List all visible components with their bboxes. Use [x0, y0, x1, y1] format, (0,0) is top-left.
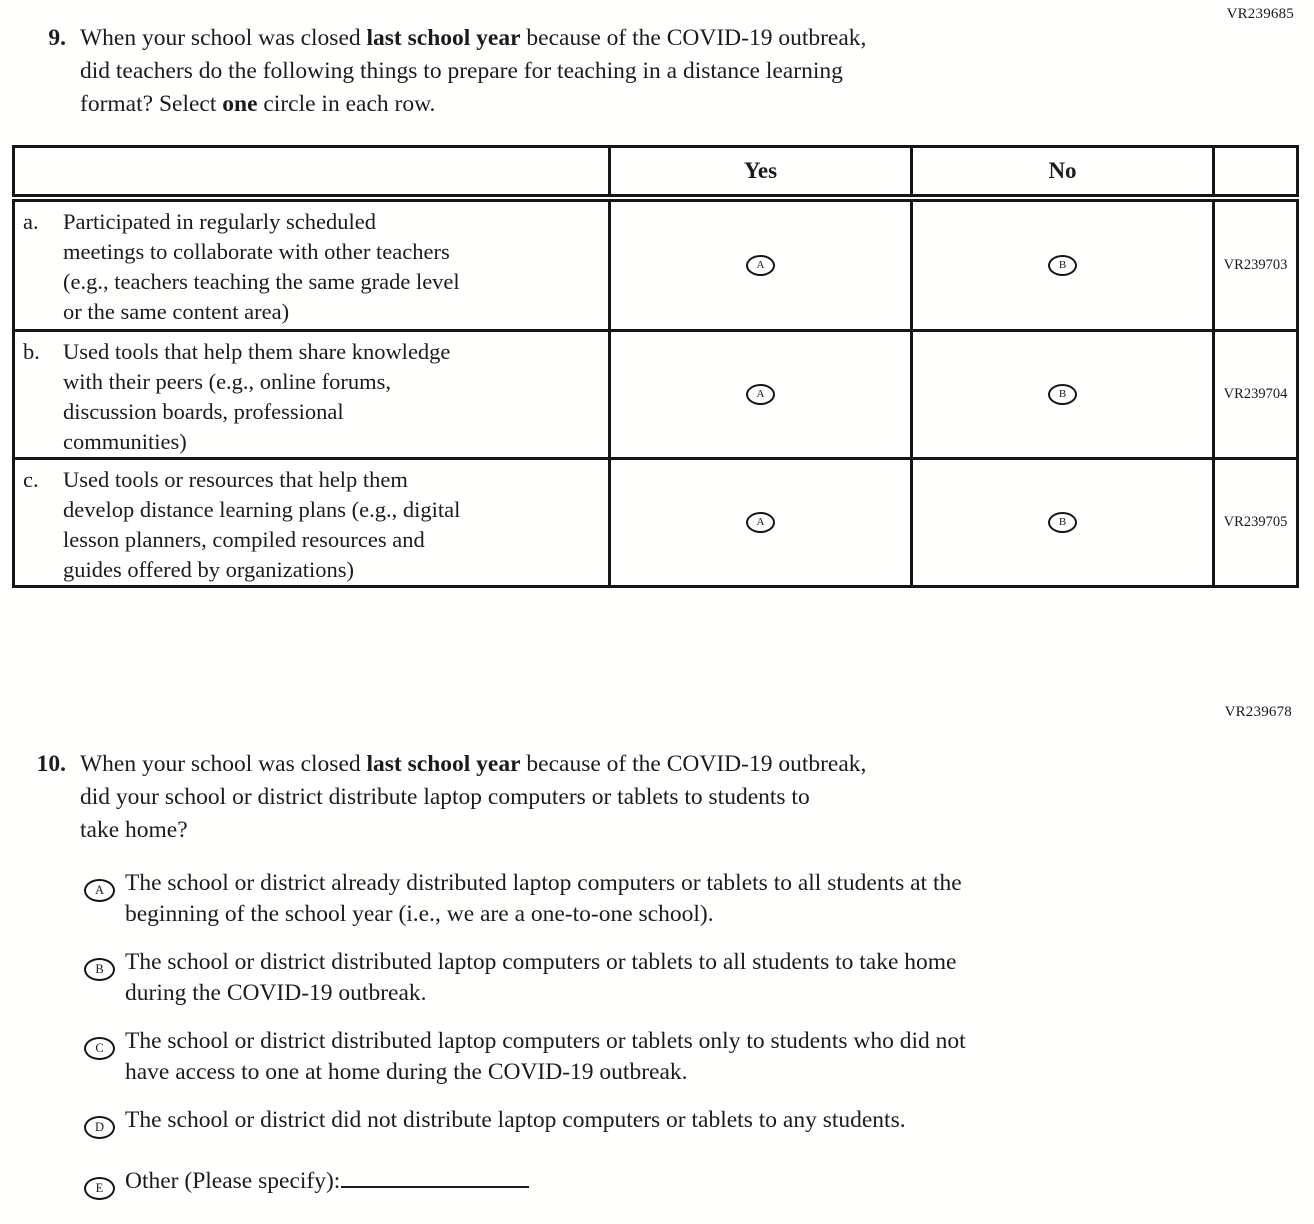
- option-a-text: [125, 868, 962, 930]
- question-9-line1: [80, 22, 866, 55]
- option-b-line: The school or district distributed laptop computers or tablets to all students to take home: [125, 949, 957, 975]
- option-c: [84, 1026, 966, 1088]
- row-c-text-line: lesson planners, compiled resources and: [63, 527, 425, 552]
- row-c-text-line: guides offered by organizations): [63, 557, 354, 582]
- row-c-yes-cell: [610, 459, 912, 587]
- row-b-text: [63, 337, 604, 457]
- table-header-yes: Yes: [610, 147, 912, 199]
- table-row-a: [14, 198, 1298, 331]
- option-d-bubble-col: [84, 1105, 125, 1140]
- option-d: [84, 1105, 966, 1140]
- row-b-text-line: communities): [63, 429, 187, 454]
- row-b-text-line: with their peers (e.g., online forums,: [63, 369, 392, 394]
- row-c-text-line: develop distance learning plans (e.g., digital: [63, 497, 461, 522]
- question-9: [0, 22, 866, 121]
- row-b-text-line: Used tools that help them share knowledge: [63, 339, 451, 364]
- option-a-line: The school or district already distributed laptop computers or tablets to all students at the: [125, 870, 962, 896]
- option-d-bubble[interactable]: D: [84, 1116, 115, 1139]
- question-10: [0, 748, 866, 847]
- row-a-yes-bubble[interactable]: A: [746, 255, 775, 276]
- row-a-text-line: (e.g., teachers teaching the same grade level: [63, 269, 460, 294]
- question-10-options: [84, 868, 966, 1218]
- table-header-row: [14, 147, 1298, 199]
- option-c-line: have access to one at home during the COVID-19 outbreak.: [125, 1059, 688, 1085]
- question-9-line1-pre: When your school was closed: [80, 25, 367, 51]
- row-c-text: [63, 465, 604, 585]
- row-a-statement: [14, 198, 610, 331]
- option-b: [84, 947, 966, 1009]
- question-10-text: [80, 748, 866, 847]
- question-9-line3-post: circle in each row.: [257, 91, 436, 117]
- option-e-bubble[interactable]: E: [84, 1177, 115, 1200]
- question-9-text: [80, 22, 866, 121]
- option-b-line: during the COVID-19 outbreak.: [125, 980, 427, 1006]
- row-a-text: [63, 207, 604, 327]
- question-9-line1-post: because of the COVID-19 outbreak,: [520, 25, 867, 51]
- question-10-line3: take home?: [80, 817, 188, 843]
- row-b-no-cell: [912, 331, 1214, 459]
- row-a-letter: a.: [23, 209, 39, 234]
- question-9-table: [12, 145, 1299, 588]
- row-b-vr-code: VR239704: [1214, 331, 1298, 459]
- question-9-number: 9.: [48, 25, 66, 51]
- row-c-no-cell: [912, 459, 1214, 587]
- row-c-yes-bubble[interactable]: A: [746, 512, 775, 533]
- question-10-line1-post: because of the COVID-19 outbreak,: [520, 751, 867, 777]
- question-9-line3-pre: format? Select: [80, 91, 223, 117]
- row-c-letter: c.: [23, 467, 39, 492]
- table-header-empty: [14, 147, 610, 199]
- table-header-vr-empty: [1214, 147, 1298, 199]
- row-a-text-line: Participated in regularly scheduled: [63, 209, 377, 234]
- vr-code-q9: VR239685: [1226, 6, 1294, 22]
- option-d-line: The school or district did not distribute laptop computers or tablets to any students.: [125, 1107, 906, 1133]
- option-c-line: The school or district distributed laptop computers or tablets only to students who did not: [125, 1028, 966, 1054]
- option-a-bubble[interactable]: A: [84, 879, 115, 902]
- option-b-bubble[interactable]: B: [84, 958, 115, 981]
- question-9-line3-bold: one: [222, 91, 258, 117]
- option-e-label: Other (Please specify):: [125, 1168, 341, 1194]
- option-e: [84, 1166, 966, 1201]
- row-a-no-bubble[interactable]: B: [1048, 255, 1077, 276]
- row-b-statement: [14, 331, 610, 459]
- row-a-text-line: or the same content area): [63, 299, 290, 324]
- option-c-bubble[interactable]: C: [84, 1037, 115, 1060]
- option-c-bubble-col: [84, 1026, 125, 1088]
- other-specify-blank[interactable]: [341, 1181, 529, 1188]
- option-e-line: [125, 1166, 529, 1197]
- row-b-text-line: discussion boards, professional: [63, 399, 344, 424]
- option-a: [84, 868, 966, 930]
- question-10-line1-bold: last school year: [366, 751, 521, 777]
- row-b-letter: b.: [23, 339, 40, 364]
- row-b-yes-cell: [610, 331, 912, 459]
- row-b-yes-bubble[interactable]: A: [746, 384, 775, 405]
- option-c-text: [125, 1026, 966, 1088]
- option-a-line: beginning of the school year (i.e., we are a one-to-one school).: [125, 901, 714, 927]
- row-c-text-line: Used tools or resources that help them: [63, 467, 408, 492]
- row-a-text-line: meetings to collaborate with other teachers: [63, 239, 450, 264]
- question-9-line2: did teachers do the following things to prepare for teaching in a distance learning: [80, 58, 843, 84]
- question-10-line1-pre: When your school was closed: [80, 751, 367, 777]
- option-b-bubble-col: [84, 947, 125, 1009]
- row-b-no-bubble[interactable]: B: [1048, 384, 1077, 405]
- table-row-b: [14, 331, 1298, 459]
- row-c-no-bubble[interactable]: B: [1048, 512, 1077, 533]
- table-header-no: No: [912, 147, 1214, 199]
- question-9-line1-bold: last school year: [366, 25, 521, 51]
- vr-code-q10: VR239678: [1224, 704, 1292, 720]
- row-a-yes-cell: [610, 198, 912, 331]
- question-10-number: 10.: [36, 751, 66, 777]
- option-d-text: [125, 1105, 906, 1140]
- table-row-c: [14, 459, 1298, 587]
- question-10-line2: did your school or district distribute laptop computers or tablets to students to: [80, 784, 810, 810]
- row-c-statement: [14, 459, 610, 587]
- option-e-text: [125, 1166, 529, 1201]
- question-10-line1: [80, 748, 866, 781]
- row-a-vr-code: VR239703: [1214, 198, 1298, 331]
- question-9-line3: [80, 88, 866, 121]
- option-b-text: [125, 947, 956, 1009]
- row-c-vr-code: VR239705: [1214, 459, 1298, 587]
- row-a-no-cell: [912, 198, 1214, 331]
- option-e-bubble-col: [84, 1166, 125, 1201]
- option-a-bubble-col: [84, 868, 125, 930]
